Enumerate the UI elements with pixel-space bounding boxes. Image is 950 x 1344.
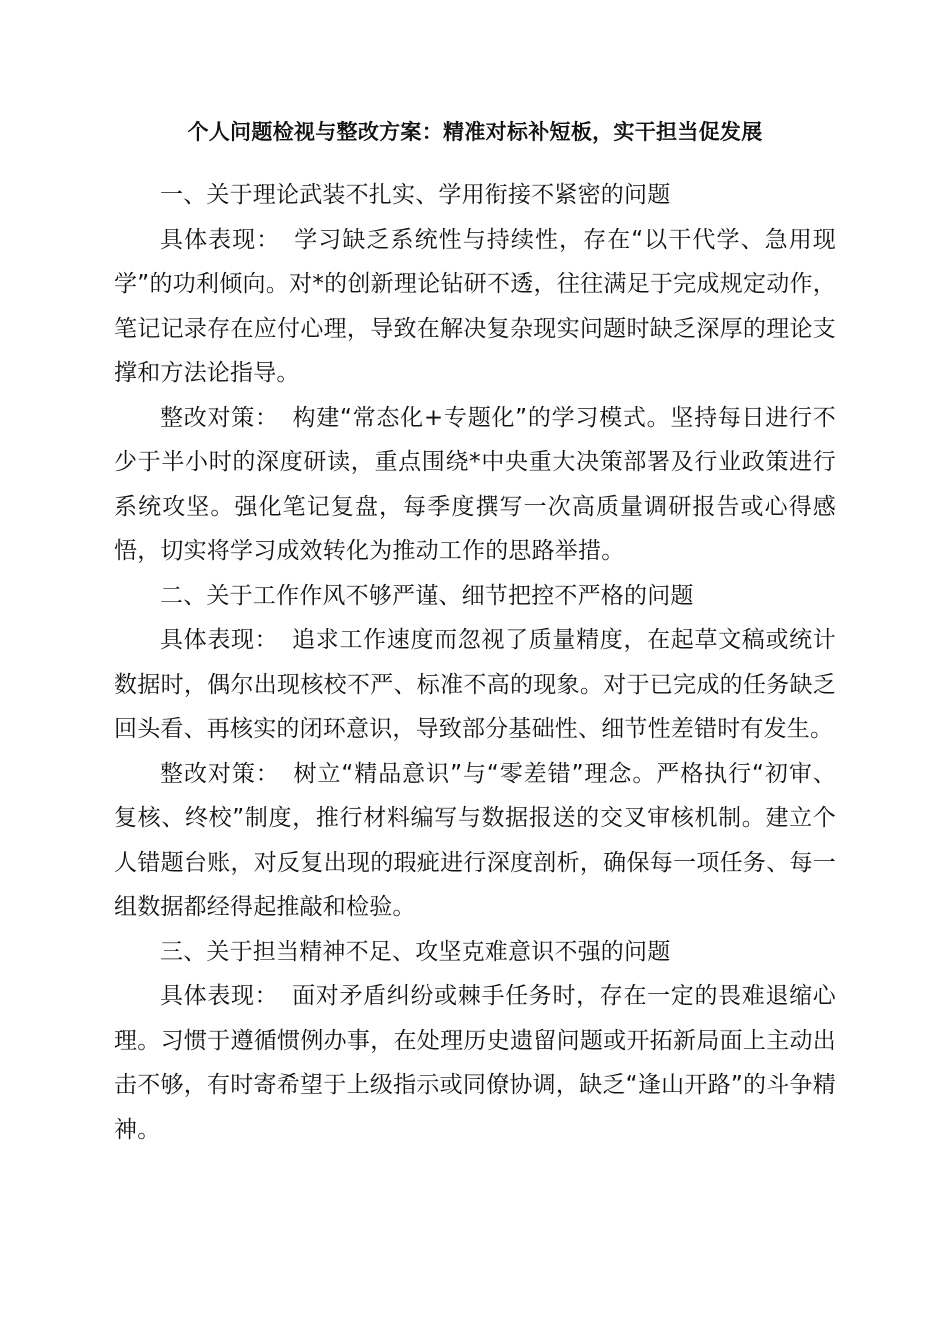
section-2-measure [114, 752, 836, 930]
section-3-manifestation [114, 974, 836, 1152]
measure-label: 整改对策： [160, 760, 280, 787]
measure-label: 整改对策： [160, 404, 279, 431]
measure-text: 构建“常态化+专题化”的学习模式。坚持每日进行不少于半小时的深度研读，重点围绕*中央重大决策部署及行业政策进行系统攻坚。强化笔记复盘，每季度撰写一次高质量调研报告或心得感悟，切实将学习成效转化为推动工作的思路举措。 [114, 404, 836, 565]
manifestation-text: 追求工作速度而忽视了质量精度，在起草文稿或统计数据时，偶尔出现核校不严、标准不高的现象。对于已完成的任务缺乏回头看、再核实的闭环意识，导致部分基础性、细节性差错时有发生。 [114, 627, 837, 743]
section-1-measure [114, 396, 836, 574]
manifestation-label: 具体表现： [160, 983, 279, 1010]
section-1-heading: 一、关于理论武装不扎实、学用衔接不紧密的问题 [160, 182, 671, 209]
measure-text: 树立“精品意识”与“零差错”理念。严格执行“初审、复核、终校”制度，推行材料编写与数据报送的交叉审核机制。建立个人错题台账，对反复出现的瑕疵进行深度剖析，确保每一项任务、每一组数据都经得起推敲和检验。 [114, 760, 837, 921]
section-1-manifestation [114, 218, 836, 396]
document-title: 个人问题检视与整改方案：精准对标补短板，实干担当促发展 [187, 120, 763, 144]
manifestation-text: 面对矛盾纠纷或棘手任务时，存在一定的畏难退缩心理。习惯于遵循惯例办事，在处理历史遗留问题或开拓新局面上主动出击不够，有时寄希望于上级指示或同僚协调，缺乏“逢山开路”的斗争精神。 [114, 983, 837, 1143]
section-2-heading: 二、关于工作作风不够严谨、细节把控不严格的问题 [160, 582, 694, 609]
section-2-manifestation [114, 618, 836, 752]
manifestation-label: 具体表现： [160, 226, 281, 253]
manifestation-text: 学习缺乏系统性与持续性，存在“以干代学、急用现学”的功利倾向。对*的创新理论钻研不透，往往满足于完成规定动作，笔记记录存在应付心理，导致在解决复杂现实问题时缺乏深厚的理论支撑和方法论指导。 [114, 226, 837, 387]
section-3-heading: 三、关于担当精神不足、攻坚克难意识不强的问题 [160, 938, 671, 965]
manifestation-label: 具体表现： [160, 627, 279, 654]
